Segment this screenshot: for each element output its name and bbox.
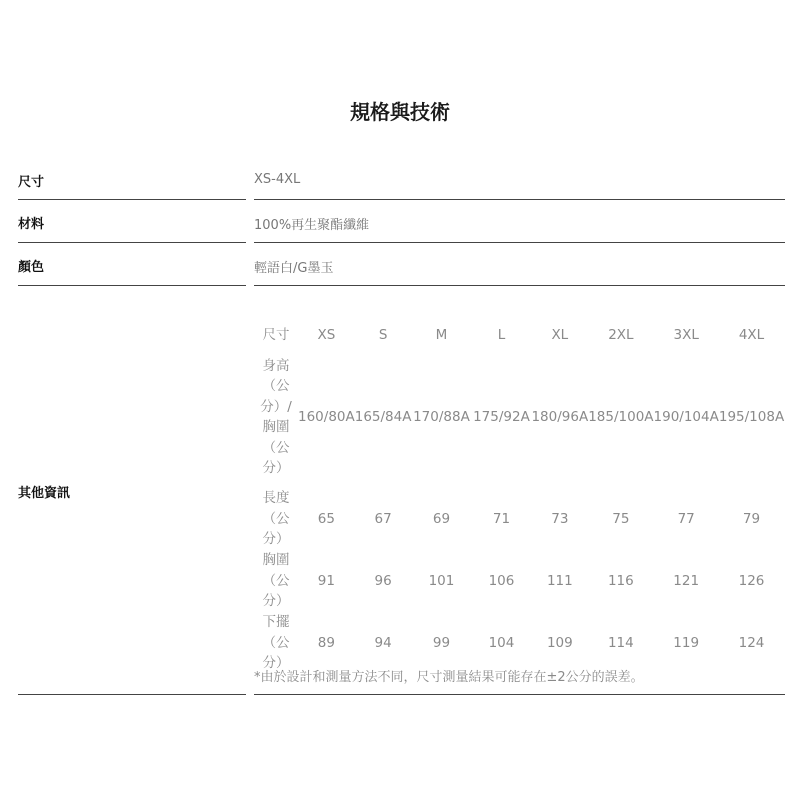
spec-value-size: XS-4XL [254, 172, 301, 187]
spec-label-material: 材料 [18, 217, 45, 232]
size-cell: 73 [551, 510, 569, 527]
size-cell: 89 [317, 634, 335, 651]
size-cell: 109 [546, 634, 573, 651]
size-table-row [254, 550, 784, 612]
spec-label-color: 顏色 [18, 260, 45, 275]
size-cell: 101 [428, 572, 455, 589]
size-cell: 67 [374, 510, 392, 527]
size-header-cell: L [497, 326, 506, 343]
size-cell: 75 [612, 510, 630, 527]
size-cell: 96 [374, 572, 392, 589]
size-cell: 119 [673, 634, 700, 651]
size-row-label: 身高（公分）/胸圍（公分） [260, 357, 292, 476]
divider [18, 285, 246, 286]
measurement-note: *由於設計和測量方法不同，尺寸測量結果可能存在±2公分的誤差。 [254, 670, 644, 685]
size-table-row [254, 346, 784, 488]
page-title: 規格與技術 [350, 100, 450, 124]
size-cell: 185/100A [588, 408, 654, 425]
size-cell: 121 [673, 572, 700, 589]
size-cell: 77 [677, 510, 695, 527]
size-header-cell: 3XL [673, 326, 699, 343]
size-cell: 190/104A [653, 408, 719, 425]
size-cell: 126 [738, 572, 765, 589]
size-cell: 114 [607, 634, 634, 651]
size-cell: 124 [738, 634, 765, 651]
divider [18, 242, 246, 243]
size-header-cell: M [435, 326, 448, 343]
size-cell: 99 [432, 634, 451, 651]
size-table-row [254, 612, 784, 674]
divider [254, 694, 785, 695]
spec-value-material: 100%再生聚酯纖維 [254, 218, 370, 233]
size-cell: 111 [546, 572, 573, 589]
size-cell: 195/108A [718, 408, 785, 425]
size-header-cell: XS [317, 326, 336, 343]
size-chart-table [254, 324, 784, 674]
size-header-cell: S [378, 326, 388, 343]
spec-label-size: 尺寸 [18, 175, 45, 190]
size-row-label: 下擺（公分） [262, 614, 290, 672]
divider [18, 199, 246, 200]
divider [254, 285, 785, 286]
size-cell: 180/96A [531, 408, 589, 425]
size-cell: 170/88A [413, 408, 470, 425]
divider [18, 694, 246, 695]
size-cell: 91 [317, 572, 335, 589]
size-cell: 65 [317, 510, 335, 527]
size-cell: 79 [742, 510, 761, 527]
size-row-label: 長度（公分） [262, 490, 290, 548]
size-header-cell: 4XL [738, 326, 765, 343]
size-cell: 160/80A [298, 408, 355, 425]
spec-value-color: 輕語白/G墨玉 [254, 261, 334, 276]
size-header-cell: 2XL [608, 326, 634, 343]
size-table-row [254, 488, 784, 550]
size-cell: 116 [607, 572, 634, 589]
size-cell: 165/84A [354, 408, 412, 425]
size-header-cell: XL [551, 326, 569, 343]
size-cell: 175/92A [473, 408, 530, 425]
size-cell: 104 [488, 634, 515, 651]
spec-label-other: 其他資訊 [18, 486, 71, 501]
size-corner-cell: 尺寸 [262, 326, 290, 343]
size-header-row [254, 324, 784, 346]
divider [254, 199, 785, 200]
size-cell: 71 [492, 510, 511, 527]
size-cell: 106 [488, 572, 515, 589]
divider [254, 242, 785, 243]
size-row-label: 胸圍（公分） [262, 552, 290, 610]
size-cell: 94 [374, 634, 392, 651]
size-cell: 69 [432, 510, 451, 527]
